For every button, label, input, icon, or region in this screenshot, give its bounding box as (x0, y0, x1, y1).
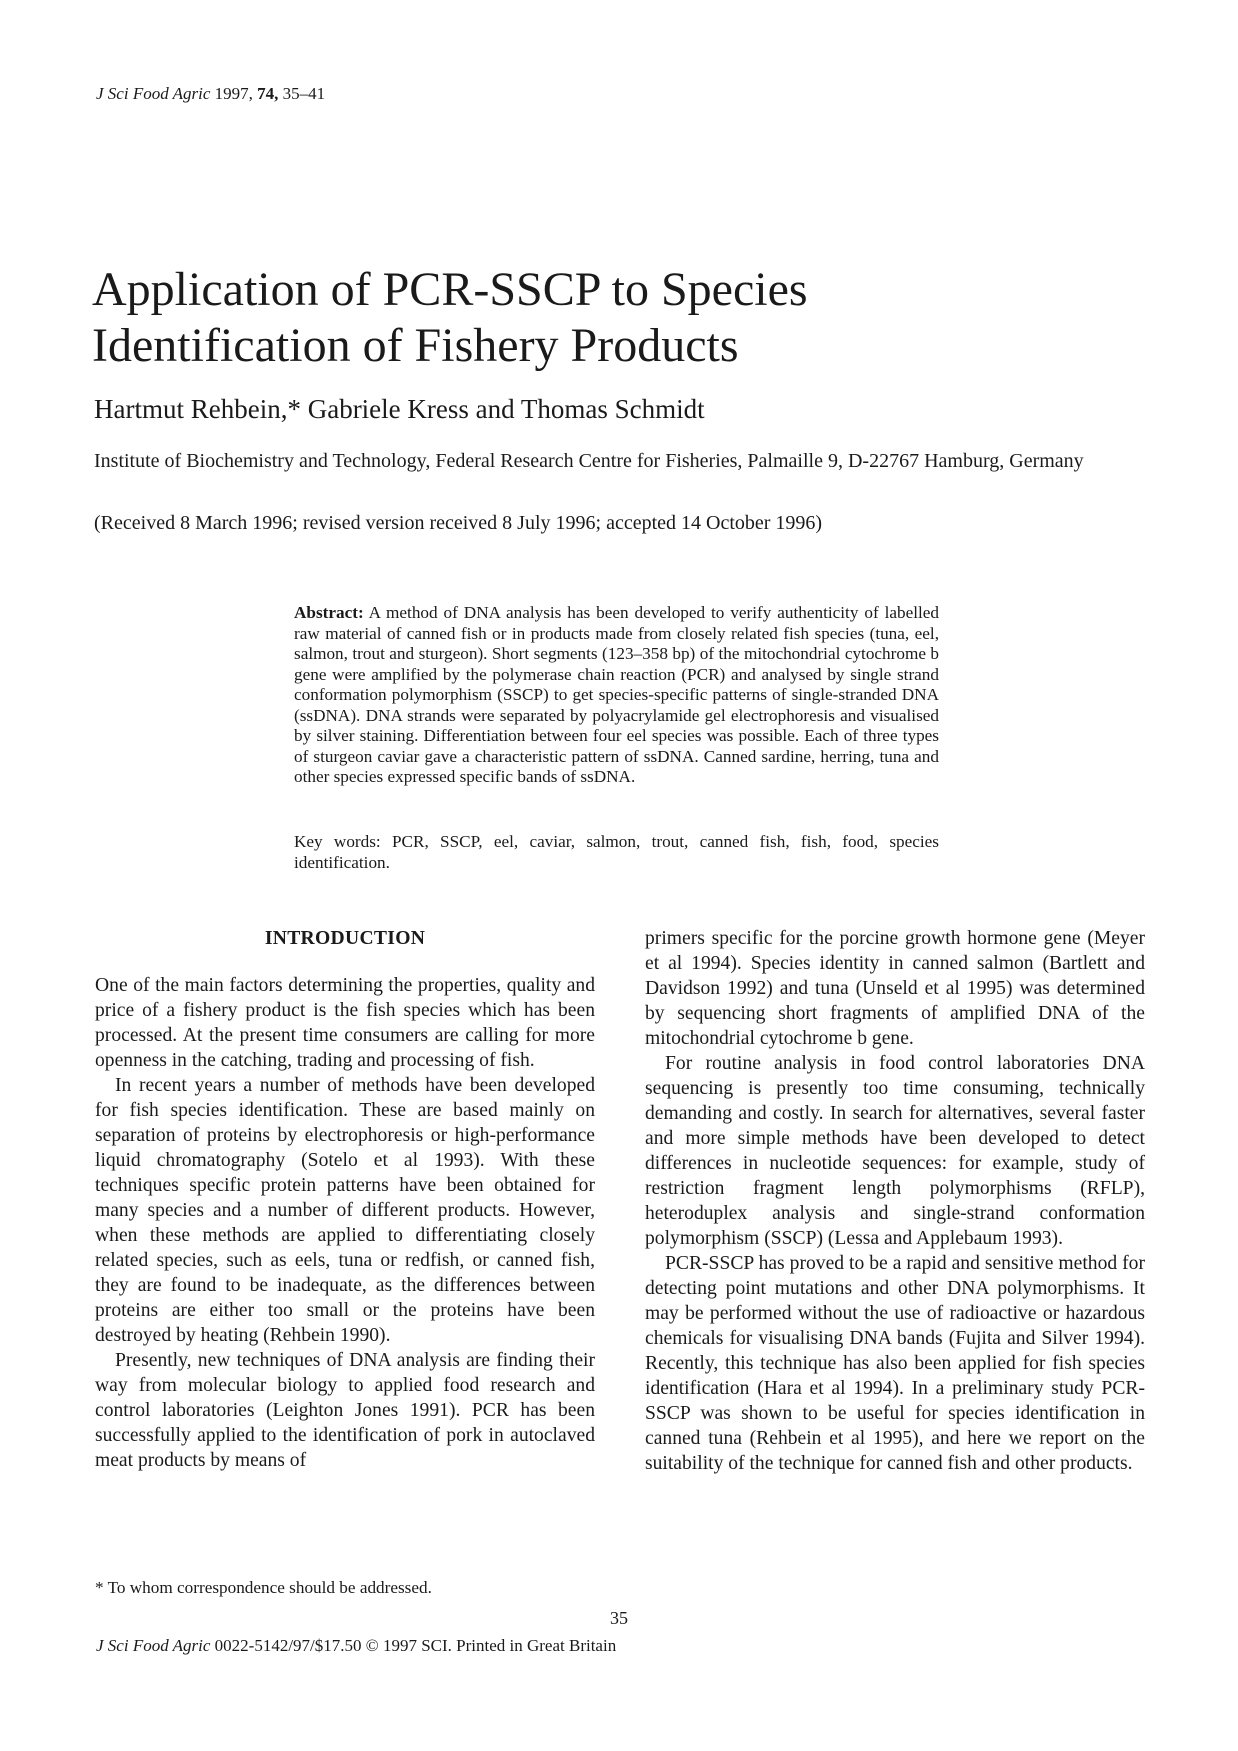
introduction-heading: INTRODUCTION (264, 928, 426, 949)
correspondence-footnote: * To whom correspondence should be addressed. (95, 1578, 432, 1597)
journal-volume: 74, (257, 84, 279, 103)
left-column (95, 926, 595, 1473)
right-paragraph-3: PCR-SSCP has proved to be a rapid and sensitive method for detecting point mutations and other DNA polymorphisms. It may be performed without the use of radioactive or hazardous chemicals for visualising DNA bands (Fujita and Silver 1994). Recently, this technique has also been applied for fish species identification (Hara et al 1994). In a preliminary study PCR-SSCP was shown to be useful for species identification in canned tuna (Rehbein et al 1995), and here we report on the suitability of the technique for canned fish and other products. (645, 1253, 1145, 1474)
abstract-label: Abstract: (294, 603, 364, 622)
left-paragraph-2: In recent years a number of methods have been developed for fish species identification. These are based mainly on separation of proteins by electrophoresis or high-performance liquid chromatography (Sotelo et al 1993). With these techniques specific protein patterns have been obtained for many species and a number of different products. However, when these methods are applied to differentiating closely related species, such as eels, tuna or redfish, or canned fish, they are found to be inadequate, as the differences between proteins are either too small or the proteins have been destroyed by heating (Rehbein 1990). (95, 1075, 595, 1346)
article-title (92, 262, 1142, 374)
abstract (294, 603, 939, 788)
article-title-line-2: Identification of Fishery Products (92, 319, 739, 372)
journal-pages: 35–41 (282, 84, 326, 103)
author-list: Hartmut Rehbein,* Gabriele Kress and Thomas Schmidt (94, 394, 705, 424)
footer-journal: J Sci Food Agric (96, 1636, 211, 1655)
abstract-text: A method of DNA analysis has been developed to verify authenticity of labelled raw material of canned fish or in products made from closely related fish species (tuna, eel, salmon, trout and sturgeon). Short segments (123–358 bp) of the mitochondrial cytochrome b gene were amplified by the polymerase chain reaction (PCR) and analysed by single strand conformation polymorphism (SSCP) to get species-specific patterns of single-stranded DNA (ssDNA). DNA strands were separated by polyacrylamide gel electrophoresis and visualised by silver staining. Differentiation between four eel species was possible. Each of three types of sturgeon caviar gave a characteristic pattern of ssDNA. Canned sardine, herring, tuna and other species expressed specific bands of ssDNA. (294, 603, 939, 786)
article-title-line-1: Application of PCR-SSCP to Species (92, 263, 808, 316)
page-footer (96, 1636, 616, 1656)
right-paragraph-1: primers specific for the porcine growth hormone gene (Meyer et al 1994). Species identity in canned salmon (Bartlett and Davidson 1992) and tuna (Unseld et al 1995) was determined by sequencing short fragments of amplified DNA of the mitochondrial cytochrome b gene. (645, 928, 1145, 1049)
left-paragraph-1: One of the main factors determining the properties, quality and price of a fishery product is the fish species which has been processed. At the present time consumers are calling for more openness in the catching, trading and processing of fish. (95, 975, 595, 1071)
left-paragraph-3: Presently, new techniques of DNA analysis are finding their way from molecular biology to applied food research and control laboratories (Leighton Jones 1991). PCR has been successfully applied to the identification of pork in autoclaved meat products by means of (95, 1350, 595, 1471)
right-column (645, 926, 1145, 1476)
received-dates: (Received 8 March 1996; revised version received 8 July 1996; accepted 14 October 1996) (94, 512, 823, 534)
journal-name: J Sci Food Agric (96, 84, 211, 103)
right-paragraph-2: For routine analysis in food control laboratories DNA sequencing is presently too time consuming, technically demanding and costly. In search for alternatives, several faster and more simple methods have been developed to detect differences in nucleotide sequences: for example, study of restriction fragment length polymorphisms (RFLP), heteroduplex analysis and single-strand conformation polymorphism (SSCP) (Lessa and Applebaum 1993). (645, 1053, 1145, 1249)
keywords: Key words: PCR, SSCP, eel, caviar, salmon, trout, canned fish, fish, food, species identification. (294, 832, 939, 872)
journal-citation-header (96, 84, 325, 104)
journal-year: 1997, (214, 84, 253, 103)
page-number: 35 (610, 1608, 628, 1628)
footer-copyright: 0022-5142/97/$17.50 © 1997 SCI. Printed in Great Britain (214, 1636, 617, 1655)
affiliation: Institute of Biochemistry and Technology, Federal Research Centre for Fisheries, Palmaille 9, D-22767 Hamburg, Germany (94, 450, 1084, 472)
